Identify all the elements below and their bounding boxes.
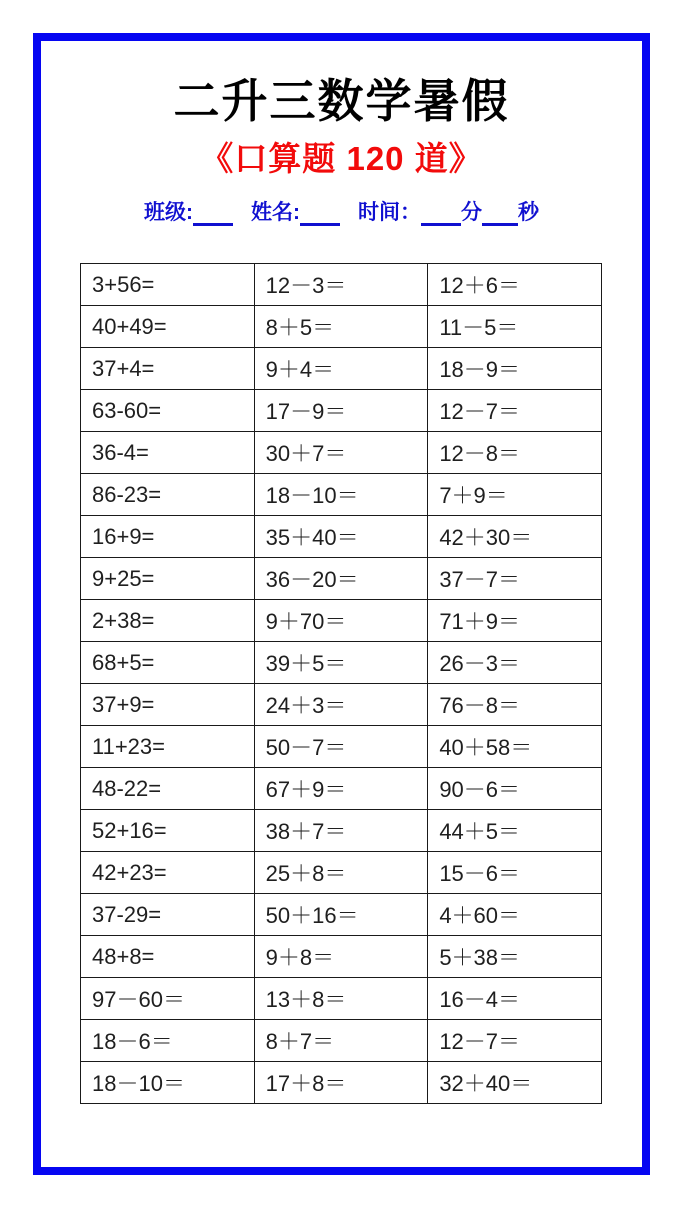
class-blank	[193, 202, 233, 226]
problem-cell: 67＋9＝	[254, 768, 428, 810]
problem-cell: 50－7＝	[254, 726, 428, 768]
problem-cell: 32＋40＝	[428, 1062, 602, 1104]
problem-cell: 37+4=	[81, 348, 255, 390]
problem-cell: 52+16=	[81, 810, 255, 852]
table-row	[81, 600, 602, 642]
table-row	[81, 390, 602, 432]
problem-cell: 17－9＝	[254, 390, 428, 432]
table-row	[81, 264, 602, 306]
problem-cell: 13＋8＝	[254, 978, 428, 1020]
problem-cell: 24＋3＝	[254, 684, 428, 726]
problem-cell: 39＋5＝	[254, 642, 428, 684]
table-row	[81, 894, 602, 936]
table-row	[81, 474, 602, 516]
problem-cell: 8＋7＝	[254, 1020, 428, 1062]
problems-table	[80, 263, 602, 1104]
problem-cell: 63-60=	[81, 390, 255, 432]
problem-cell: 35＋40＝	[254, 516, 428, 558]
problem-cell: 16+9=	[81, 516, 255, 558]
seconds-label: 秒	[518, 200, 539, 224]
problem-cell: 44＋5＝	[428, 810, 602, 852]
problem-cell: 30＋7＝	[254, 432, 428, 474]
page-subtitle: 《口算题 120 道》	[200, 140, 483, 178]
problem-cell: 12－7＝	[428, 1020, 602, 1062]
problem-cell: 37+9=	[81, 684, 255, 726]
table-row	[81, 1020, 602, 1062]
problem-cell: 71＋9＝	[428, 600, 602, 642]
problem-cell: 50＋16＝	[254, 894, 428, 936]
problem-cell: 8＋5＝	[254, 306, 428, 348]
class-label: 班级:	[144, 200, 193, 224]
table-row	[81, 810, 602, 852]
name-blank	[300, 202, 340, 226]
table-row	[81, 516, 602, 558]
table-row	[81, 642, 602, 684]
minutes-blank	[421, 202, 461, 226]
problem-cell: 12－7＝	[428, 390, 602, 432]
problem-cell: 9＋8＝	[254, 936, 428, 978]
problem-cell: 12＋6＝	[428, 264, 602, 306]
table-row	[81, 558, 602, 600]
problem-cell: 90－6＝	[428, 768, 602, 810]
problem-cell: 18－10＝	[81, 1062, 255, 1104]
problem-cell: 4＋60＝	[428, 894, 602, 936]
problem-cell: 15－6＝	[428, 852, 602, 894]
time-label: 时间：	[358, 200, 421, 224]
problem-cell: 86-23=	[81, 474, 255, 516]
table-row	[81, 852, 602, 894]
table-row	[81, 684, 602, 726]
table-row	[81, 726, 602, 768]
table-row	[81, 1062, 602, 1104]
problem-cell: 42＋30＝	[428, 516, 602, 558]
problem-cell: 9＋70＝	[254, 600, 428, 642]
page-border-frame	[33, 33, 650, 1175]
problem-cell: 40+49=	[81, 306, 255, 348]
problem-cell: 40＋58＝	[428, 726, 602, 768]
table-row	[81, 978, 602, 1020]
table-row	[81, 306, 602, 348]
problem-cell: 18－6＝	[81, 1020, 255, 1062]
problem-cell: 12－3＝	[254, 264, 428, 306]
table-row	[81, 348, 602, 390]
problem-cell: 2+38=	[81, 600, 255, 642]
problem-cell: 7＋9＝	[428, 474, 602, 516]
problem-cell: 17＋8＝	[254, 1062, 428, 1104]
problem-cell: 37-29=	[81, 894, 255, 936]
problem-cell: 18－9＝	[428, 348, 602, 390]
problem-cell: 11－5＝	[428, 306, 602, 348]
problem-cell: 9+25=	[81, 558, 255, 600]
problem-cell: 36-4=	[81, 432, 255, 474]
problem-cell: 3+56=	[81, 264, 255, 306]
problem-cell: 18－10＝	[254, 474, 428, 516]
problems-body	[81, 264, 602, 1104]
table-row	[81, 936, 602, 978]
name-label: 姓名:	[251, 200, 300, 224]
problem-cell: 9＋4＝	[254, 348, 428, 390]
problem-cell: 68+5=	[81, 642, 255, 684]
problem-cell: 48-22=	[81, 768, 255, 810]
problem-cell: 16－4＝	[428, 978, 602, 1020]
problem-cell: 5＋38＝	[428, 936, 602, 978]
problem-cell: 12－8＝	[428, 432, 602, 474]
problem-cell: 97－60＝	[81, 978, 255, 1020]
minutes-label: 分	[461, 200, 482, 224]
problem-cell: 36－20＝	[254, 558, 428, 600]
seconds-blank	[482, 202, 518, 226]
problem-cell: 11+23=	[81, 726, 255, 768]
page-title: 二升三数学暑假	[173, 75, 510, 127]
problem-cell: 38＋7＝	[254, 810, 428, 852]
problem-cell: 48+8=	[81, 936, 255, 978]
problem-cell: 76－8＝	[428, 684, 602, 726]
problem-cell: 25＋8＝	[254, 852, 428, 894]
problem-cell: 37－7＝	[428, 558, 602, 600]
problem-cell: 26－3＝	[428, 642, 602, 684]
table-row	[81, 432, 602, 474]
table-row	[81, 768, 602, 810]
student-info-line	[41, 196, 642, 226]
problem-cell: 42+23=	[81, 852, 255, 894]
